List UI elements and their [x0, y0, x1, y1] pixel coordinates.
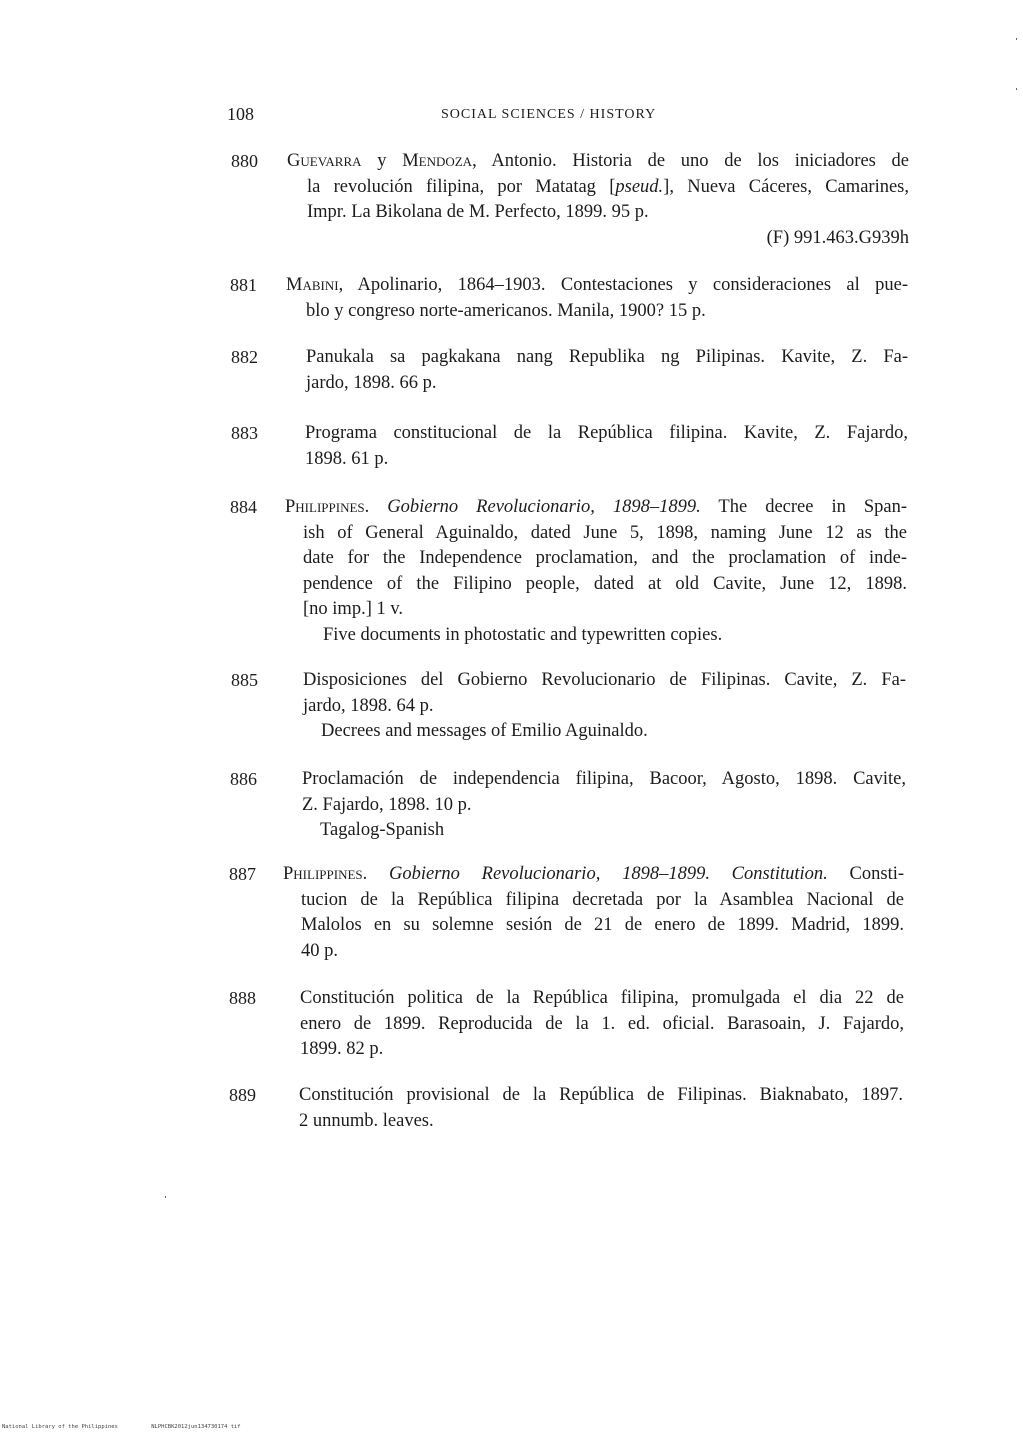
- entry-line: Constitución provisional de la República de Filipinas. Biaknabato, 1897.: [299, 1085, 903, 1105]
- entry-number: 881: [230, 275, 257, 295]
- entry-line: jardo, 1898. 64 p.: [303, 695, 434, 716]
- scan-speck: [165, 1196, 166, 1198]
- scan-speck: [1016, 38, 1017, 40]
- entry-line: Constitución politica de la República filipina, promulgada el dia 22 de: [300, 988, 904, 1008]
- entry-line: Z. Fajardo, 1898. 10 p.: [302, 794, 472, 815]
- entry-number: 887: [229, 864, 256, 884]
- entry-line: [no imp.] 1 v.: [303, 599, 404, 619]
- entry-number: 882: [231, 347, 258, 367]
- entry-number: 884: [230, 497, 257, 517]
- entry-line: Programa constitucional de la República filipina. Kavite, Z. Fajardo,: [305, 423, 908, 443]
- entry-note: Five documents in photostatic and typewritten copies.: [323, 624, 723, 645]
- entry-line: 1899. 82 p.: [300, 1039, 384, 1059]
- entry-line: blo y congreso norte-americanos. Manila, 1900? 15 p.: [306, 300, 706, 321]
- entry-number: 880: [231, 151, 258, 171]
- scan-speck: [1016, 88, 1017, 90]
- entry-line: Panukala sa pagkakana nang Republika ng Pilipinas. Kavite, Z. Fa-: [306, 347, 908, 367]
- entry-line: ish of General Aguinaldo, dated June 5, 1898, naming June 12 as the: [303, 522, 907, 543]
- author-surname: Mabini: [286, 275, 339, 295]
- entry-line: 2 unnumb. leaves.: [299, 1110, 434, 1131]
- entry-line: Disposiciones del Gobierno Revolucionario de Filipinas. Cavite, Z. Fa-: [303, 670, 906, 690]
- entry-number: 885: [231, 670, 258, 690]
- call-number: (F) 991.463.G939h: [766, 227, 909, 248]
- entry-line: la revolución filipina, por Matatag [pseud.], Nueva Cáceres, Camarines,: [307, 176, 909, 197]
- page-number: 108: [227, 104, 254, 124]
- author-surname: Philippines: [285, 497, 365, 517]
- entry-number: 889: [229, 1085, 256, 1105]
- entry-note: Tagalog-Spanish: [320, 820, 445, 840]
- entry-line: pendence of the Filipino people, dated at old Cavite, June 12, 1898.: [303, 573, 907, 594]
- entry-line: Guevarra y Mendoza, Antonio. Historia de uno de los iniciadores de: [287, 151, 910, 171]
- running-head: SOCIAL SCIENCES / HISTORY: [441, 107, 657, 122]
- entry-line: Philippines. Gobierno Revolucionario, 1898–1899. The decree in Span-: [285, 497, 908, 517]
- entry-line: 1898. 61 p.: [305, 448, 389, 469]
- entry-number: 888: [229, 988, 256, 1008]
- entry-line: Impr. La Bikolana de M. Perfecto, 1899. 95 p.: [307, 202, 649, 222]
- scan-footer-file: NLPHCBK2012jun134730174 tif: [151, 1424, 241, 1430]
- entry-line: Proclamación de independencia filipina, Bacoor, Agosto, 1898. Cavite,: [302, 769, 906, 789]
- entry-line: date for the Independence proclamation, and the proclamation of inde-: [303, 548, 907, 568]
- author-surname: Mendoza: [402, 151, 473, 171]
- entry-line: enero de 1899. Reproducida de la 1. ed. oficial. Barasoain, J. Fajardo,: [300, 1013, 904, 1034]
- entry-line: Philippines. Gobierno Revolucionario, 1898–1899. Constitution. Consti-: [283, 864, 905, 884]
- entry-line: 40 p.: [301, 940, 338, 961]
- author-surname: Guevarra: [287, 151, 362, 171]
- author-surname: Philippines: [283, 864, 363, 884]
- scan-footer-library: National Library of the Philippines: [2, 1424, 118, 1430]
- entry-line: Mabini, Apolinario, 1864–1903. Contestaciones y consideraciones al pue-: [286, 275, 908, 295]
- series-title: Gobierno Revolucionario, 1898–1899. Constitution.: [389, 864, 828, 884]
- series-title: Gobierno Revolucionario, 1898–1899.: [387, 497, 701, 517]
- scan-footer: [2, 1424, 271, 1430]
- entry-note: Decrees and messages of Emilio Aguinaldo.: [321, 721, 648, 741]
- entry-number: 883: [231, 423, 258, 443]
- entry-line: Malolos en su solemne sesión de 21 de enero de 1899. Madrid, 1899.: [301, 915, 904, 935]
- entry-line: jardo, 1898. 66 p.: [306, 372, 437, 393]
- entry-line: tucion de la República filipina decretada por la Asamblea Nacional de: [301, 889, 904, 910]
- entry-number: 886: [230, 769, 257, 789]
